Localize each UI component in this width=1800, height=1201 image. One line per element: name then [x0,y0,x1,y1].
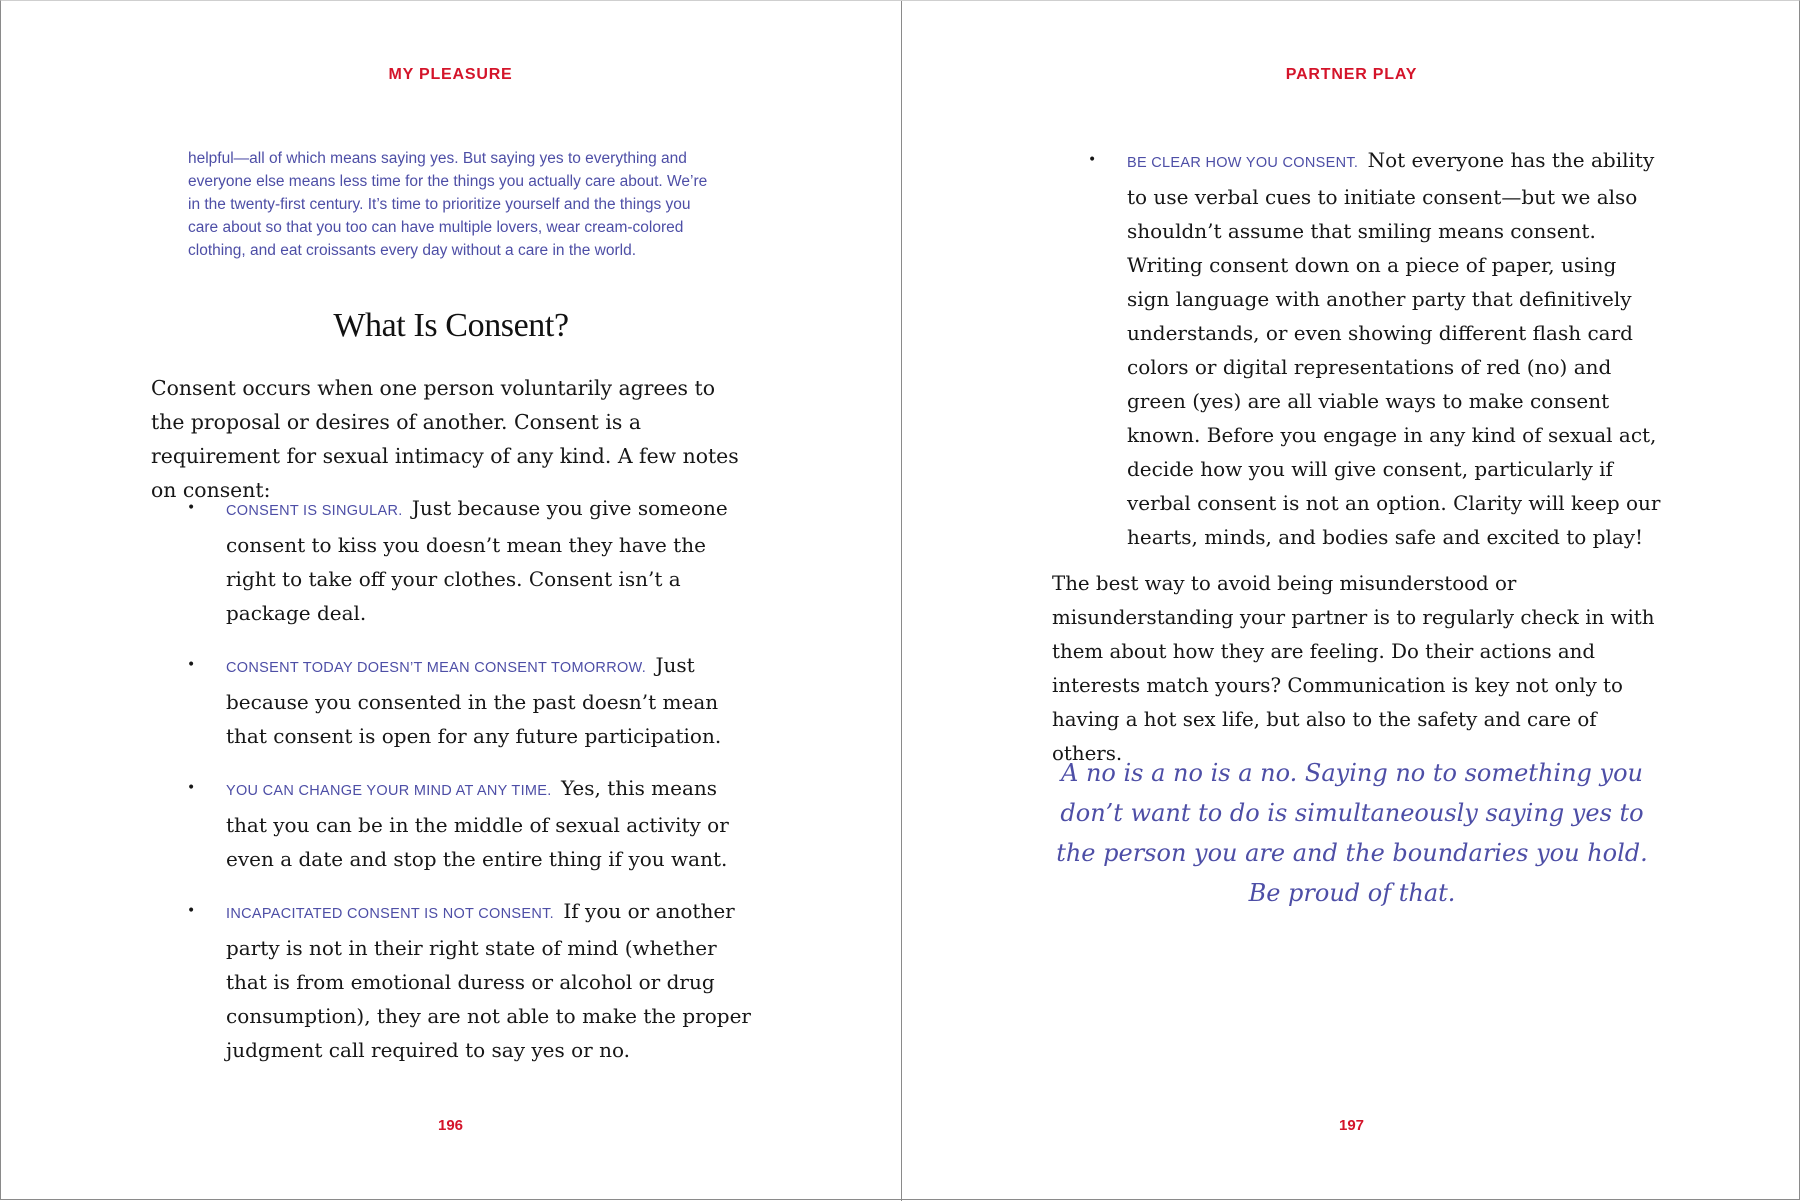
bullet-text: Yes, this means that you can be in the middle of sexual activity or even a date and stop the entire thing if you want. [226,776,729,871]
list-item [151,771,751,876]
bullet-icon: • [187,903,196,919]
bullet-lead-in: CONSENT IS SINGULAR. [226,503,403,519]
bullet-icon: • [187,500,196,516]
bullet-lead-in: INCAPACITATED CONSENT IS NOT CONSENT. [226,906,554,922]
list-item [1052,143,1662,554]
running-head-right: PARTNER PLAY [1285,66,1418,83]
bullet-lead-in: BE CLEAR HOW YOU CONSENT. [1127,155,1359,171]
consent-notes-list [151,491,751,1085]
body-paragraph: The best way to avoid being misunderstood or misunderstanding your partner is to regularly check in with them about how they are feeling. Do their actions and interests match yours? Communication is key not only to having a hot sex life, but also to the safety and care of others. [1052,572,1655,765]
bullet-lead-in: YOU CAN CHANGE YOUR MIND AT ANY TIME. [226,783,552,799]
section-heading: What Is Consent? [333,307,569,344]
page-number-right: 197 [1338,1117,1365,1134]
list-item [151,894,751,1067]
running-head-left: MY PLEASURE [388,66,513,83]
right-page [902,1,1800,1201]
intro-paragraph: Consent occurs when one person voluntarily agrees to the proposal or desires of another. Consent is a requirement for sexual intimacy of any kind. A few notes on consent: [151,376,739,502]
bullet-text: If you or another party is not in their right state of mind (whether that is from emotional duress or alcohol or drug consumption), they are not able to make the proper judgment call required to say yes or no. [226,899,751,1062]
bullet-icon: • [1088,152,1097,168]
list-item [151,648,751,753]
left-page [1,1,900,1201]
pull-quote: A no is a no is a no. Saying no to something you don’t want to do is simultaneously saying yes to the person you are and the boundaries you hold. Be proud of that. [1056,759,1648,907]
carryover-paragraph: helpful—all of which means saying yes. But saying yes to everything and everyone else means less time for the things you actually care about. We’re in the twenty-first century. It’s time to prioritize yourself and the things you care about so that you too can have multiple lovers, wear cream-colored clothing, and eat croissants every day without a care in the world. [188,150,708,259]
bullet-icon: • [187,780,196,796]
list-item [151,491,751,630]
bullet-lead-in: CONSENT TODAY DOESN’T MEAN CONSENT TOMORROW. [226,660,647,676]
page-number-left: 196 [437,1117,464,1134]
continued-list [1052,143,1662,554]
bullet-text: Just because you give someone consent to kiss you doesn’t mean they have the right to take off your clothes. Consent isn’t a package deal. [226,496,728,625]
bullet-icon: • [187,657,196,673]
bullet-text: Not everyone has the ability to use verbal cues to initiate consent—but we also shouldn’t assume that smiling means consent. Writing consent down on a piece of paper, using sign language with another party that definitively understands, or even showing different flash card colors or digital representations of red (no) and green (yes) are all viable ways to make consent known. Before you engage in any kind of sexual act, decide how you will give consent, particularly if verbal consent is not an option. Clarity will keep our hearts, minds, and bodies safe and excited to play! [1127,148,1661,549]
bullet-text: Just because you consented in the past doesn’t mean that consent is open for any future participation. [226,653,722,748]
